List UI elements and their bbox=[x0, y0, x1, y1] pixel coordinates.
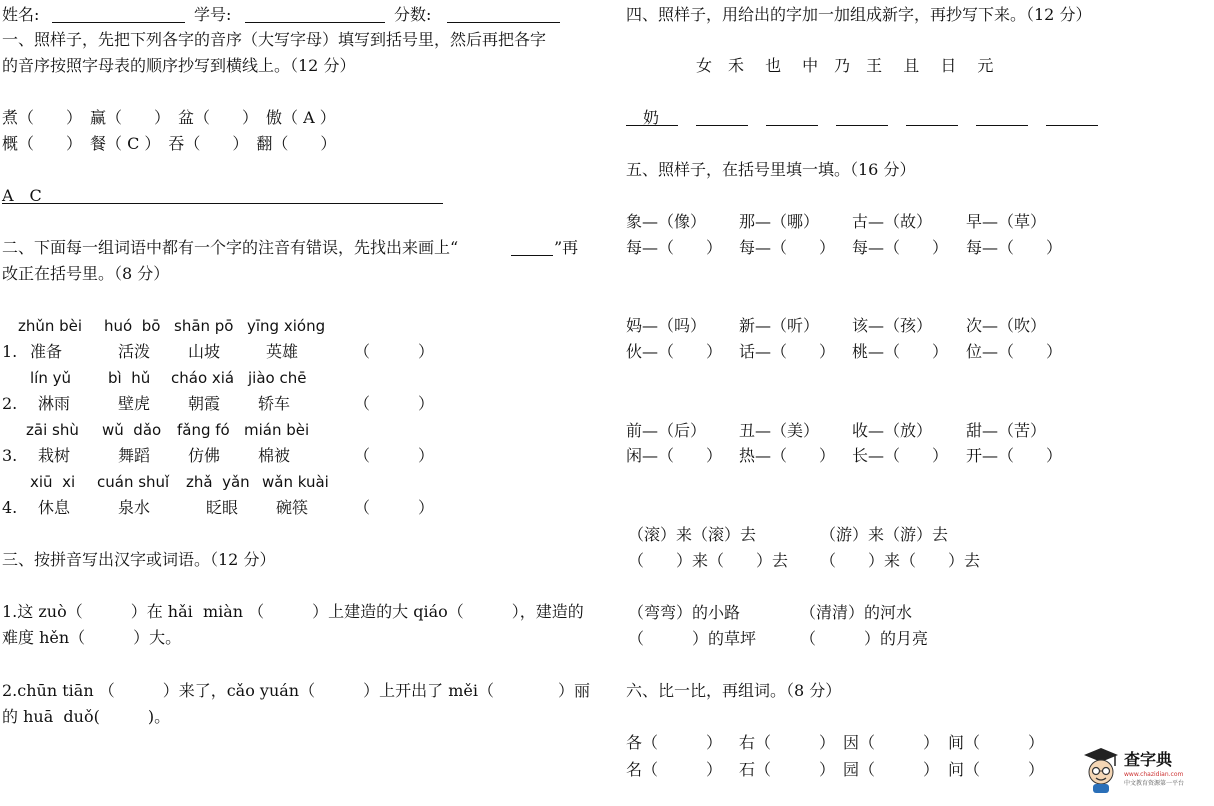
q1-title-line2: 的音序按照字母表的顺序抄写到横线上。（12 分） bbox=[2, 56, 356, 75]
q5-example: 妈—（吗） bbox=[626, 316, 707, 335]
q5-phrase-example: （游）来（游）去 bbox=[820, 525, 949, 544]
q5-fill[interactable]: 热—（ ） bbox=[739, 446, 836, 465]
score-label: 分数: bbox=[394, 5, 432, 24]
q6-fill[interactable]: 石（ ） bbox=[739, 760, 836, 779]
q3-title: 三、按拼音写出汉字或词语。（12 分） bbox=[2, 550, 276, 569]
q2-sample-underline bbox=[511, 255, 553, 256]
pinyin: wǎn kuài bbox=[262, 473, 329, 491]
word: 山坡 bbox=[188, 342, 221, 361]
q1-row2: 概（ ） 餐（ C ） 吞（ ） 翻（ ） bbox=[2, 134, 337, 153]
answer-paren[interactable]: （ ） bbox=[354, 498, 435, 517]
answer-paren[interactable]: （ ） bbox=[354, 446, 435, 465]
id-label: 学号: bbox=[194, 5, 232, 24]
item-number: 3. bbox=[2, 446, 18, 465]
q5-fill[interactable]: 伙—（ ） bbox=[626, 342, 723, 361]
q5-phrase-fill[interactable]: （ ）的草坪 bbox=[628, 629, 757, 648]
q3-sentence1-line2[interactable]: 难度 hěn（ ）大。 bbox=[2, 628, 182, 647]
q4-blank[interactable] bbox=[1046, 125, 1098, 126]
q4-example: 奶 bbox=[643, 108, 660, 127]
q5-fill[interactable]: 长—（ ） bbox=[852, 446, 949, 465]
q4-blank[interactable] bbox=[766, 125, 818, 126]
q5-fill[interactable]: 开—（ ） bbox=[966, 446, 1063, 465]
q6-title: 六、比一比，再组词。（8 分） bbox=[626, 681, 842, 700]
id-blank[interactable] bbox=[245, 22, 385, 23]
word: 英雄 bbox=[266, 342, 299, 361]
pinyin: shān pō bbox=[174, 317, 234, 335]
q4-chars: 女 禾 也 中 乃 王 且 日 元 bbox=[696, 56, 994, 75]
word: 眨眼 bbox=[206, 498, 239, 517]
pinyin: mián bèi bbox=[244, 421, 310, 439]
q5-example: 收—（放） bbox=[852, 421, 933, 440]
q5-phrase-example: （清清）的河水 bbox=[800, 603, 913, 622]
word: 轿车 bbox=[258, 394, 291, 413]
q5-fill[interactable]: 每—（ ） bbox=[966, 238, 1063, 257]
word: 泉水 bbox=[118, 498, 151, 517]
q4-blank-example bbox=[626, 125, 678, 126]
q5-phrase-example: （滚）来（滚）去 bbox=[628, 525, 757, 544]
q5-fill[interactable]: 位—（ ） bbox=[966, 342, 1063, 361]
item-number: 4. bbox=[2, 498, 18, 517]
q6-fill[interactable]: 间（ ） bbox=[948, 733, 1045, 752]
word: 活泼 bbox=[118, 342, 151, 361]
q1-title-line1: 一、照样子，先把下列各字的音序（大写字母）填写到括号里，然后再把各字 bbox=[2, 30, 547, 49]
item-number: 1. bbox=[2, 342, 18, 361]
q2-title-line2: 改正在括号里。（8 分） bbox=[2, 264, 170, 283]
q5-example: 早—（草） bbox=[966, 212, 1047, 231]
q4-title: 四、照样子，用给出的字加一加组成新字，再抄写下来。（12 分） bbox=[626, 5, 1092, 24]
q5-fill[interactable]: 每—（ ） bbox=[626, 238, 723, 257]
word: 壁虎 bbox=[118, 394, 151, 413]
q4-blank[interactable] bbox=[906, 125, 958, 126]
q6-fill[interactable]: 园（ ） bbox=[843, 760, 940, 779]
q5-phrase-fill[interactable]: （ ）来（ ）去 bbox=[628, 551, 789, 570]
q5-example: 该—（孩） bbox=[852, 316, 933, 335]
pinyin: bì hǔ bbox=[108, 369, 151, 387]
pinyin: zhǔn bèi bbox=[18, 317, 83, 335]
q6-fill[interactable]: 问（ ） bbox=[948, 760, 1045, 779]
answer-paren[interactable]: （ ） bbox=[354, 342, 435, 361]
pinyin: huó bō bbox=[104, 317, 161, 335]
pinyin: zhǎ yǎn bbox=[186, 473, 250, 491]
pinyin: zāi shù bbox=[26, 421, 79, 439]
logo-url: www.chazidian.com bbox=[1124, 771, 1184, 778]
q5-example: 象—（像） bbox=[626, 212, 707, 231]
word: 淋雨 bbox=[38, 394, 71, 413]
q3-sentence1-line1[interactable]: 1.这 zuò（ ）在 hǎi miàn （ ）上建造的大 qiáo（ ），建造的 bbox=[2, 602, 584, 621]
q4-blank[interactable] bbox=[976, 125, 1028, 126]
q5-fill[interactable]: 每—（ ） bbox=[739, 238, 836, 257]
student-mascot-icon bbox=[1082, 746, 1120, 794]
pinyin: cuán shuǐ bbox=[97, 473, 170, 491]
word: 棉被 bbox=[258, 446, 291, 465]
q5-phrase-example: （弯弯）的小路 bbox=[628, 603, 741, 622]
word: 休息 bbox=[38, 498, 71, 517]
q1-answer-text: A C bbox=[2, 186, 42, 205]
word: 准备 bbox=[30, 342, 63, 361]
word: 栽树 bbox=[38, 446, 71, 465]
q6-fill[interactable]: 因（ ） bbox=[843, 733, 940, 752]
q2-title-line1: 二、下面每一组词语中都有一个字的注音有错误，先找出来画上“ bbox=[2, 238, 459, 257]
item-number: 2. bbox=[2, 394, 18, 413]
logo-slogan: 中文教育资源第一平台 bbox=[1124, 780, 1185, 787]
q1-row1: 煮（ ） 赢（ ） 盆（ ） 傲（ A ） bbox=[2, 108, 336, 127]
q2-title-line1-end: ”再 bbox=[554, 238, 579, 257]
pinyin: yīng xióng bbox=[247, 317, 326, 335]
chazidian-logo bbox=[1082, 746, 1198, 796]
q5-phrase-fill[interactable]: （ ）的月亮 bbox=[800, 629, 929, 648]
answer-paren[interactable]: （ ） bbox=[354, 394, 435, 413]
pinyin: fǎng fó bbox=[177, 421, 230, 439]
q5-example: 那—（哪） bbox=[739, 212, 820, 231]
q3-sentence2-line2[interactable]: 的 huā duǒ( )。 bbox=[2, 707, 171, 726]
q5-title: 五、照样子，在括号里填一填。（16 分） bbox=[626, 160, 916, 179]
q5-example: 古—（故） bbox=[852, 212, 933, 231]
score-blank[interactable] bbox=[447, 22, 560, 23]
pinyin: lín yǔ bbox=[30, 369, 71, 387]
q5-example: 次—（吹） bbox=[966, 316, 1047, 335]
q5-example: 新—（听） bbox=[739, 316, 820, 335]
pinyin: cháo xiá bbox=[171, 369, 235, 387]
q4-blank[interactable] bbox=[836, 125, 888, 126]
logo-title: 查字典 bbox=[1124, 750, 1173, 769]
name-blank[interactable] bbox=[52, 22, 185, 23]
q5-fill[interactable]: 每—（ ） bbox=[852, 238, 949, 257]
q6-fill[interactable]: 名（ ） bbox=[626, 760, 723, 779]
q5-phrase-fill[interactable]: （ ）来（ ）去 bbox=[820, 551, 981, 570]
word: 朝霞 bbox=[188, 394, 221, 413]
pinyin: xiū xi bbox=[30, 473, 76, 491]
q5-example: 甜—（苦） bbox=[966, 421, 1047, 440]
name-label: 姓名: bbox=[2, 5, 40, 24]
pinyin: jiào chē bbox=[248, 369, 307, 387]
word: 碗筷 bbox=[276, 498, 309, 517]
q6-fill[interactable]: 各（ ） bbox=[626, 733, 723, 752]
q5-example: 丑—（美） bbox=[739, 421, 820, 440]
q5-fill[interactable]: 闲—（ ） bbox=[626, 446, 723, 465]
q3-sentence2-line1[interactable]: 2.chūn tiān （ ）来了，cǎo yuán（ ）上开出了 měi（ ）丽 bbox=[2, 681, 590, 700]
q4-blank[interactable] bbox=[696, 125, 748, 126]
q5-fill[interactable]: 话—（ ） bbox=[739, 342, 836, 361]
word: 舞蹈 bbox=[118, 446, 151, 465]
word: 仿佛 bbox=[188, 446, 221, 465]
q6-fill[interactable]: 右（ ） bbox=[739, 733, 836, 752]
q5-example: 前—（后） bbox=[626, 421, 707, 440]
q1-answer-line[interactable] bbox=[2, 203, 443, 204]
q5-fill[interactable]: 桃—（ ） bbox=[852, 342, 949, 361]
pinyin: wǔ dǎo bbox=[102, 421, 162, 439]
